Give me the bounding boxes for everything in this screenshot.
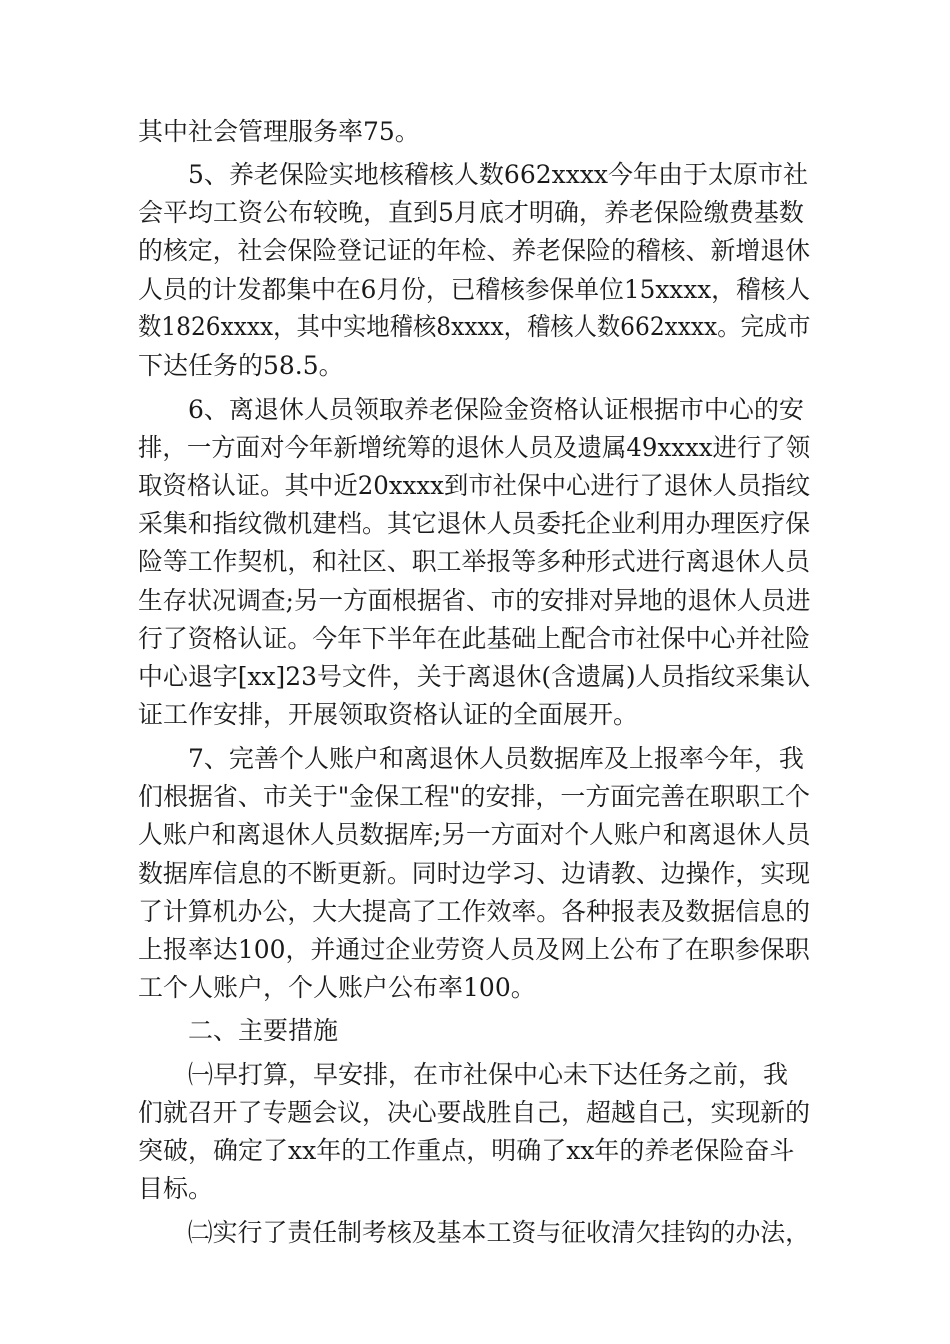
text-line: 取资格认证。其中近20xxxx到市社保中心进行了退休人员指纹	[138, 471, 811, 500]
text-line: 证工作安排，开展领取资格认证的全面展开。	[138, 700, 639, 729]
text-line: 工个人账户，个人账户公布率100。	[138, 973, 536, 1002]
text-line: 下达任务的58.5。	[138, 351, 344, 380]
text-line: 采集和指纹微机建档。其它退休人员委托企业利用办理医疗保	[138, 509, 811, 538]
text-line: 行了资格认证。今年下半年在此基础上配合市社保中心并社险	[138, 624, 811, 653]
text-line: 7、完善个人账户和离退休人员数据库及上报率今年，我	[138, 744, 804, 773]
text-line: 的核定，社会保险登记证的年检、养老保险的稽核、新增退休	[138, 236, 811, 265]
text-line: 数1826xxxx，其中实地稽核8xxxx，稽核人数662xxxx。完成市	[138, 312, 811, 341]
text-line: 目标。	[138, 1174, 214, 1203]
text-line: 数据库信息的不断更新。同时边学习、边请教、边操作，实现	[138, 859, 811, 888]
text-line: 上报率达100，并通过企业劳资人员及网上公布了在职参保职	[138, 935, 810, 964]
text-line: 排，一方面对今年新增统筹的退休人员及遗属49xxxx进行了领	[138, 433, 811, 462]
text-line: 们根据省、市关于"金保工程"的安排，一方面完善在职职工个	[138, 782, 811, 811]
text-line: 6、离退休人员领取养老保险金资格认证根据市中心的安	[138, 395, 804, 424]
text-line: 中心退字[xx]23号文件，关于离退休(含遗属)人员指纹采集认	[138, 662, 811, 691]
text-line: 人员的计发都集中在6月份，已稽核参保单位15xxxx，稽核人	[138, 275, 811, 304]
text-line: 突破，确定了xx年的工作重点，明确了xx年的养老保险奋斗	[138, 1136, 795, 1165]
text-line: 会平均工资公布较晚，直到5月底才明确，养老保险缴费基数	[138, 198, 804, 227]
text-line: 们就召开了专题会议，决心要战胜自己，超越自己，实现新的	[138, 1098, 811, 1127]
text-line: 5、养老保险实地核稽核人数662xxxx今年由于太原市社	[138, 160, 809, 189]
text-line: 其中社会管理服务率75。	[138, 117, 420, 146]
text-line: 生存状况调查;另一方面根据省、市的安排对异地的退休人员进	[138, 586, 811, 615]
section-heading: 二、主要措施	[138, 1016, 339, 1045]
text-line: 人账户和离退休人员数据库;另一方面对个人账户和离退休人员	[138, 820, 811, 849]
text-line: ㈡实行了责任制考核及基本工资与征收清欠挂钩的办法，	[138, 1218, 811, 1247]
text-line: 了计算机办公，大大提高了工作效率。各种报表及数据信息的	[138, 897, 811, 926]
text-line: 险等工作契机，和社区、职工举报等多种形式进行离退休人员	[138, 547, 811, 576]
text-line: ㈠早打算，早安排，在市社保中心未下达任务之前，我	[138, 1060, 789, 1089]
